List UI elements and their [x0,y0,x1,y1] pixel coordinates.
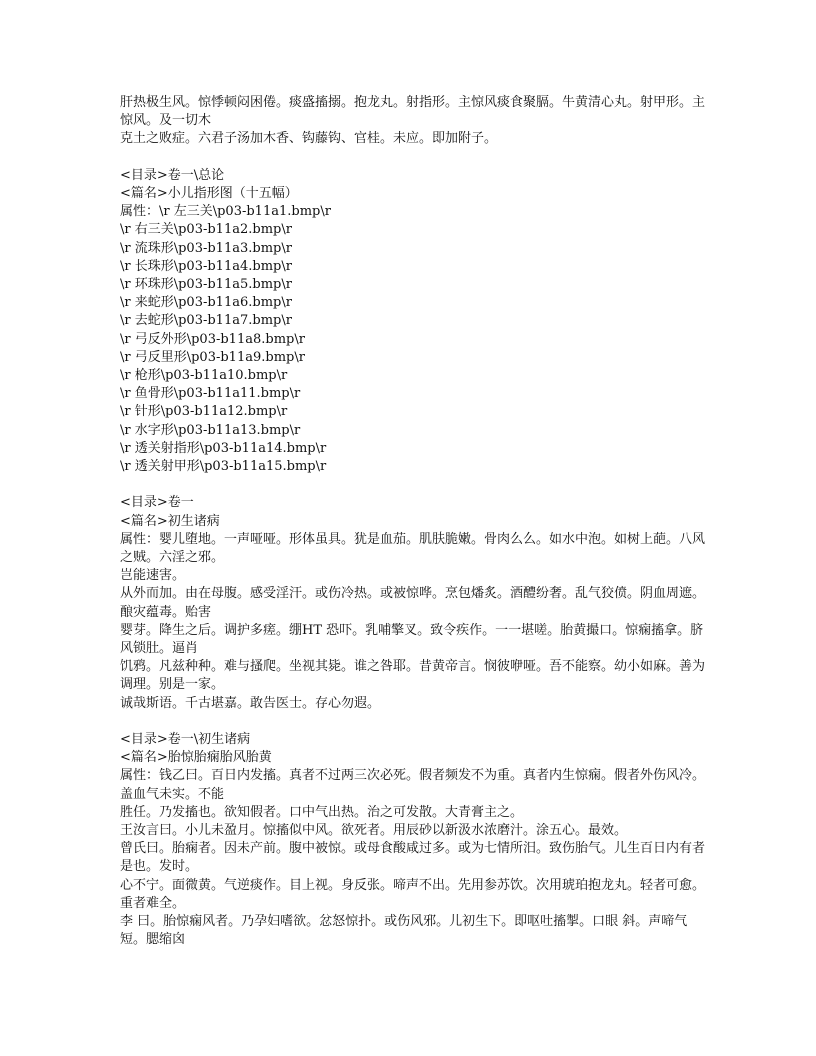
image-ref-line: \r 鱼骨形\p03-b11a11.bmp\r [120,386,301,402]
text-line: 胜任。乃发搐也。欲知假者。口中气出热。治之可发散。大青膏主之。 [120,804,524,820]
text-line: 肝热极生风。惊悸顿闷困倦。痰盛搐搦。抱龙丸。射指形。主惊风痰食聚膈。牛黄清心丸。射甲形。主惊风。及一切木 [120,95,706,129]
catalog-line: <目录>卷一\总论 [120,167,225,183]
text-line: 李 曰。胎惊痫风者。乃孕妇嗜欲。忿怒惊扑。或伤风邪。儿初生下。即呕吐搐掣。口眼 斜。声啼气短。腮缩囟 [120,914,688,948]
text-line: 婴芽。降生之后。调护多瘥。绷HT 恐吓。乳哺擎叉。致令疾作。一一堪嗟。胎黄撮口。惊痫搐拿。脐风锁肚。逼肖 [120,622,704,657]
text-line: 曾氏曰。胎痫者。因未产前。腹中被惊。或母食酸咸过多。或为七情所汨。致伤胎气。儿生百日内有者是也。发时。 [120,841,706,875]
image-ref-line: \r 弓反外形\p03-b11a8.bmp\r [120,331,305,347]
catalog-line: <目录>卷一\初生诸病 [120,732,251,748]
image-ref-line: \r 枪形\p03-b11a10.bmp\r [120,368,288,384]
attribute-line: 属性：婴儿堕地。一声哑哑。形体虽具。犹是血茄。肌肤脆嫩。骨肉么么。如水中泡。如树上葩。八风之贼。六淫之邪。 [120,531,706,566]
document-body [120,94,710,950]
image-ref-line: \r 环珠形\p03-b11a5.bmp\r [120,277,292,293]
blank-line [120,476,710,494]
image-ref-line: \r 右三关\p03-b11a2.bmp\r [120,222,292,238]
text-line: 王汝言曰。小儿未盈月。惊搐似中风。欲死者。用辰砂以新汲水浓磨汁。涂五心。最效。 [120,823,628,839]
image-ref-line: \r 透关射指形\p03-b11a14.bmp\r [120,440,327,456]
image-ref-line: \r 长珠形\p03-b11a4.bmp\r [120,258,292,274]
chapter-title-line: <篇名>初生诸病 [120,513,220,529]
image-ref-line: \r 弓反里形\p03-b11a9.bmp\r [120,349,305,365]
attribute-line: 属性：\r 左三关\p03-b11a1.bmp\r [120,204,331,220]
image-ref-line: \r 流珠形\p03-b11a3.bmp\r [120,240,292,256]
text-line: 饥鸦。凡兹种种。难与搔爬。坐视其毙。谁之咎耶。昔黄帝言。悯彼咿哑。吾不能察。幼小如麻。善为调理。别是一家。 [120,659,706,693]
catalog-line: <目录>卷一 [120,495,194,511]
blank-line [120,149,710,167]
text-line: 心不宁。面微黄。气逆痰作。目上视。身反张。啼声不出。先用参苏饮。次用琥珀抱龙丸。轻者可愈。重者难全。 [120,877,706,911]
image-ref-line: \r 针形\p03-b11a12.bmp\r [120,404,288,420]
text-line: 岂能速害。 [120,568,186,584]
text-line: 从外而加。由在母腹。感受淫汗。或伤冷热。或被惊哗。烹包燔炙。酒醴纷奢。乱气狡偾。阴血周遮。酿灾蕴毒。贻害 [120,586,706,620]
image-ref-line: \r 来蛇形\p03-b11a6.bmp\r [120,295,292,311]
image-ref-line: \r 透关射甲形\p03-b11a15.bmp\r [120,459,327,475]
blank-line [120,713,710,731]
chapter-title-line: <篇名>小儿指形图（十五幅） [120,186,298,201]
chapter-title-line: <篇名>胎惊胎痫胎风胎黄 [120,750,272,766]
attribute-line: 属性：钱乙曰。百日内发搐。真者不过两三次必死。假者频发不为重。真者内生惊痫。假者外伤风冷。盖血气未实。不能 [120,768,706,802]
text-line: 诚哉斯语。千古堪嘉。敢告医士。存心勿遐。 [120,695,381,711]
image-ref-line: \r 水字形\p03-b11a13.bmp\r [120,422,301,438]
text-line: 克土之败症。六君子汤加木香、钩藤钩、官桂。未应。即加附子。 [120,131,498,147]
image-ref-line: \r 去蛇形\p03-b11a7.bmp\r [120,313,292,329]
